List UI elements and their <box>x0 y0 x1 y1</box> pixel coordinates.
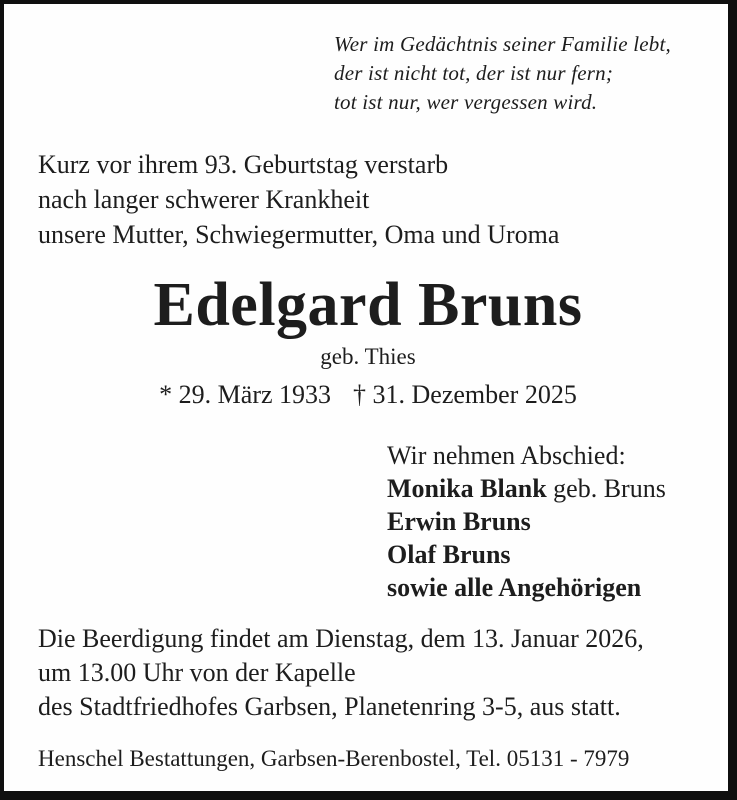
mourner-name-1: Monika Blank <box>387 474 547 503</box>
death-date: † 31. Dezember 2025 <box>353 380 577 409</box>
funeral-info <box>38 622 728 724</box>
intro-line-1: Kurz vor ihrem 93. Geburtstag verstarb <box>38 150 449 179</box>
funeral-line-3: des Stadtfriedhofes Garbsen, Planetenring 3-5, aus statt. <box>38 692 621 721</box>
mourner-entry-4 <box>387 571 728 604</box>
mourners-heading: Wir nehmen Abschied: <box>387 441 626 470</box>
deceased-name: Edelgard Bruns <box>153 271 583 339</box>
epigraph-line-2: der ist nicht tot, der ist nur fern; <box>334 61 614 85</box>
intro-line-2: nach langer schwerer Krankheit <box>38 185 370 214</box>
mourner-entry-3 <box>387 538 728 571</box>
intro-text <box>38 147 728 252</box>
intro-line-3: unsere Mutter, Schwiegermutter, Oma und Uroma <box>38 220 560 249</box>
mourner-suffix-1: geb. Bruns <box>546 474 666 503</box>
mourner-name-3: Olaf Bruns <box>387 540 511 569</box>
funeral-home-footer: Henschel Bestattungen, Garbsen-Berenbostel, Tel. 05131 - 7979 <box>38 746 630 771</box>
birth-date: * 29. März 1933 <box>159 380 332 409</box>
funeral-line-1: Die Beerdigung findet am Dienstag, dem 13. Januar 2026, <box>38 624 644 653</box>
mourners-block <box>387 439 728 604</box>
mourner-entry-1 <box>387 472 728 505</box>
epigraph-line-3: tot ist nur, wer vergessen wird. <box>334 90 598 114</box>
maiden-name: geb. Thies <box>320 344 416 369</box>
epigraph-line-1: Wer im Gedächtnis seiner Familie lebt, <box>334 32 671 56</box>
mourner-name-2: Erwin Bruns <box>387 507 531 536</box>
epigraph <box>334 30 728 117</box>
mourner-entry-2 <box>387 505 728 538</box>
funeral-line-2: um 13.00 Uhr von der Kapelle <box>38 658 356 687</box>
life-dates <box>38 378 698 412</box>
mourner-name-4: sowie alle Angehörigen <box>387 573 642 602</box>
